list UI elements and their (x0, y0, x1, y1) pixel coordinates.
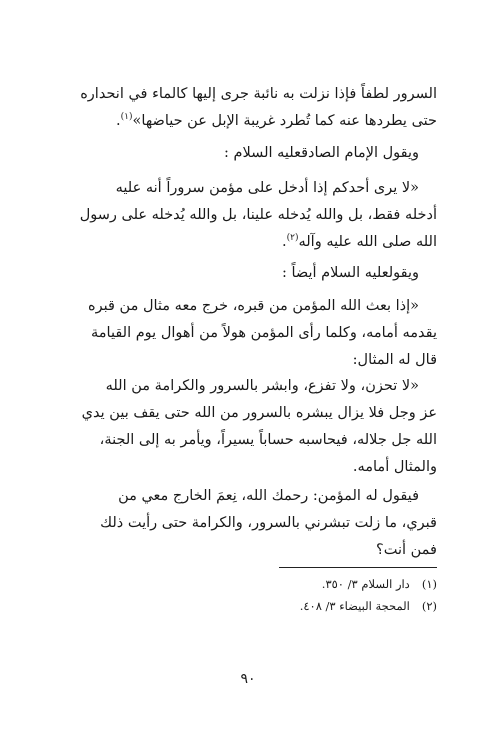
paragraph-line: يقدمه أمامه، وكلما رأى المؤمن هولاً من أهوال يوم القيامة (90, 325, 437, 341)
paragraph-7 (61, 483, 437, 564)
footnote-number: (٢) (421, 599, 437, 613)
paragraph-line: قال له المثال: (352, 352, 437, 368)
paragraph-line: قبري، ما زلت تبشرني بالسرور، والكرامة حتى رأيت ذلك (100, 515, 437, 531)
paragraph-6 (61, 373, 437, 481)
footnote-ref: (١) (120, 112, 133, 123)
paragraph-line: السرور لطفاً فإذا نزلت به نائبة جرى إليها كالماء في انحداره (80, 86, 437, 102)
paragraph-line: «لا يرى أحدكم إذا أدخل على مؤمن سروراً أنه عليه (115, 180, 419, 196)
footnotes (61, 573, 437, 617)
paragraph-line: عز وجل فلا يزال يبشره بالسرور من الله حتى يقف بين يدي (81, 405, 437, 421)
footnote-text: المحجة البيضاء ٣/ ٤٠٨. (299, 599, 410, 613)
footnote-text: دار السلام ٣/ ٣٥٠. (321, 577, 410, 591)
paragraph-line: الله صلى الله عليه وآله$^{(٢)}$. (282, 233, 437, 250)
paragraph-line: أدخله فقط، بل والله يُدخله علينا، بل والله يُدخله على رسول (79, 207, 437, 223)
paragraph-line: «إذا بعث الله المؤمن من قبره، خرج معه مثال من قبره (88, 298, 419, 314)
paragraph-line: ويقولعليه السلام أيضاً : (281, 265, 419, 281)
paragraph-line: فيقول له المؤمن: رحمك الله، نِعمَ الخارج معي من (118, 488, 419, 504)
paragraph-line: حتى يطردها عنه كما تُطرد غريبة الإبل عن حياضها»$^{(١)}$. (116, 112, 437, 129)
paragraph-2 (61, 140, 437, 167)
paragraph-line: فمن أنت؟ (376, 542, 437, 558)
footnote-divider (279, 567, 437, 568)
page-number: ٩٠ (240, 671, 256, 687)
paragraph-4 (61, 260, 437, 287)
paragraph-line: والمثال أمامه. (352, 459, 437, 475)
paragraph-line: الله جل جلاله، فيحاسبه حساباً يسيراً، ويأمر به إلى الجنة، (99, 432, 437, 448)
paragraph-3 (61, 175, 437, 256)
footnote-ref: (٢) (286, 233, 299, 244)
paragraph-5 (61, 293, 437, 374)
footnote-2 (61, 595, 437, 617)
footnote-1 (61, 573, 437, 595)
footnote-number: (١) (421, 577, 437, 591)
paragraph-1 (61, 81, 437, 135)
paragraph-line: ويقول الإمام الصادقعليه السلام : (224, 145, 419, 161)
paragraph-line: «لا تحزن، ولا تفزع، وابشر بالسرور والكرامة من الله (105, 378, 419, 394)
